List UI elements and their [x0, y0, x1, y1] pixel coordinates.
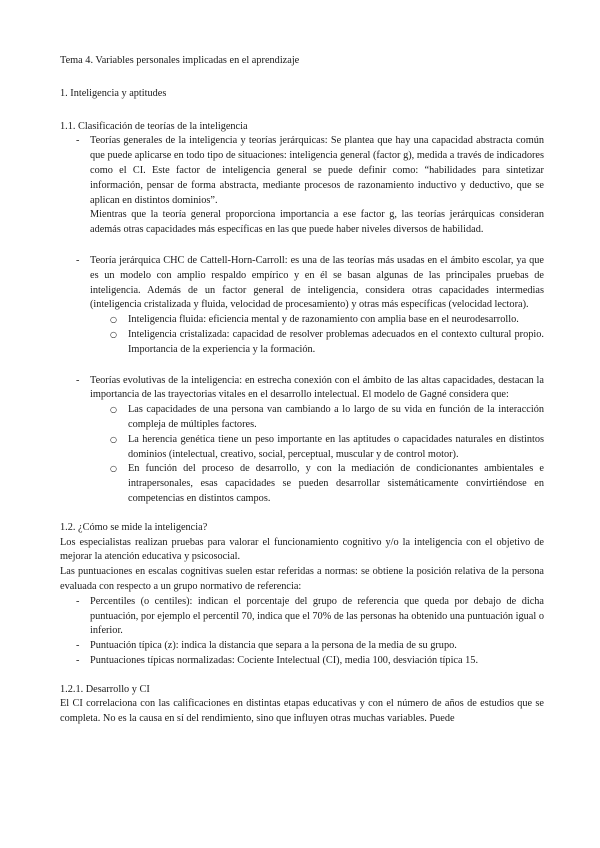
- paragraph: Los especialistas realizan pruebas para valorar el funcionamiento cognitivo y/o la inteligencia con el objetivo de mejorar la atención educativa y psicosocial.: [60, 536, 544, 563]
- document-page: [60, 54, 544, 727]
- theories-list: [60, 134, 544, 506]
- list-item-text: - Teorías evolutivas de la inteligencia: en estrecha conexión con el ámbito de las altas capacidades, destacan la importancia de las trayectorias vitales en el desarrollo intelectual. El modelo de Gagné considera que:: [90, 374, 544, 401]
- sublist-item: ○ La herencia genética tiene un peso importante en las aptitudes o capacidades naturales en distintos dominios (intelectual, creativo, social, perceptual, muscular y de control motor).: [90, 433, 544, 463]
- list-item: [60, 254, 544, 358]
- sublist-item: ○ Las capacidades de una persona van cambiando a lo largo de su vida en función de la interacción compleja de múltiples factores.: [90, 403, 544, 433]
- paragraph: Las puntuaciones en escalas cognitivas suelen estar referidas a normas: se obtiene la posición relativa de la persona evaluada con respecto a un grupo normativo de referencia:: [60, 566, 544, 592]
- scores-list: [60, 595, 544, 669]
- list-item: [60, 134, 544, 238]
- list-item: - Percentiles (o centiles): indican el porcentaje del grupo de referencia que queda por debajo de dicha puntuación, por ejemplo el percentil 70, indica que el 70% de las personas ha obtenido una puntuación igual o inferior.: [60, 595, 544, 639]
- sublist: [90, 403, 544, 507]
- section-heading: 1. Inteligencia y aptitudes: [60, 87, 167, 99]
- list-item: - Puntuaciones típicas normalizadas: Cociente Intelectual (CI), media 100, desviación típica 15.: [60, 654, 544, 669]
- sublist-item: ○ Inteligencia fluida: eficiencia mental y de razonamiento con amplia base en el neurodesarrollo.: [90, 313, 544, 328]
- sublist-item: ○ En función del proceso de desarrollo, y con la mediación de condicionantes ambientales e intrapersonales, esas capacidades se pueden desarrollar sistemáticamente convirtiéndose en competencias en distintos campos.: [90, 462, 544, 506]
- list-item: - Puntuación típica (z): indica la distancia que separa a la persona de la media de su grupo.: [60, 639, 544, 654]
- list-item-text: - Teorías generales de la inteligencia y teorías jerárquicas: Se plantea que hay una capacidad abstracta común que puede aplicarse en todo tipo de situaciones: inteligencia general (factor g), medida a través de indicadores como el CI. Este factor de inteligencia general se puede definir como: “habilidades para sintetizar información, pensar de forma abstracta, mediante procesos de razonamiento inductivo y deductivo, que se aplican en distintos dominios”.: [90, 135, 544, 206]
- sublist-item: ○ Inteligencia cristalizada: capacidad de resolver problemas adecuados en el contexto cultural propio. Importancia de la experiencia y la formación.: [90, 328, 544, 358]
- subsection-heading: 1.2.1. Desarrollo y CI: [60, 683, 150, 695]
- sublist: [90, 313, 544, 357]
- paragraph: El CI correlaciona con las calificaciones en distintas etapas educativas y con el número de años de estudios que se completa. No es la causa en sí del rendimiento, sino que influyen otras muchas variables. Puede: [60, 698, 544, 725]
- document-title: Tema 4. Variables personales implicadas en el aprendizaje: [60, 55, 300, 66]
- list-item-text: Mientras que la teoría general proporciona importancia a ese factor g, las teorías jerárquicas consideran además otras capacidades más específicas en las que puede haber niveles diversos de habilidad.: [90, 209, 544, 236]
- list-item: [60, 374, 544, 507]
- subsection-heading: 1.1. Clasificación de teorías de la inteligencia: [60, 120, 248, 132]
- list-item-text: - Teoría jerárquica CHC de Cattell-Horn-Carroll: es una de las teorías más usadas en el ámbito escolar, ya que es un modelo con amplio respaldo empírico y en él se basan algunas de las principales pruebas de inteligencia. Además de un factor general de inteligencia, considera otras capacidades intermedias (inteligencia cristalizada y fluida, velocidad de procesamiento) y otras más específicas (velocidad lectora).: [90, 254, 544, 311]
- subsection-heading: 1.2. ¿Cómo se mide la inteligencia?: [60, 521, 208, 533]
